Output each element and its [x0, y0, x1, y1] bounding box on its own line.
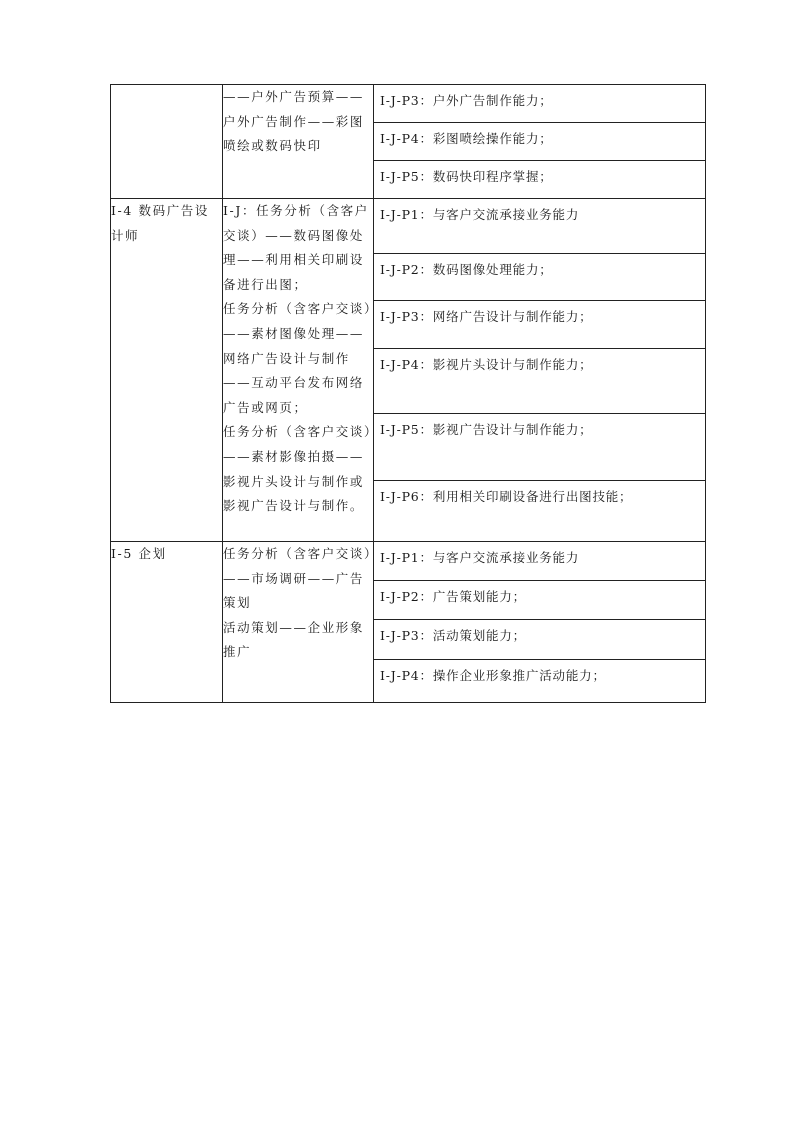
ability-item: I-J-P2：广告策划能力；	[374, 581, 705, 620]
abilities-cell	[374, 199, 706, 542]
job-ability-table	[110, 84, 706, 703]
table-row	[111, 199, 706, 542]
role-cell	[111, 199, 223, 542]
ability-item: I-J-P3：户外广告制作能力；	[374, 85, 705, 123]
process-text: 活动策划——企业形象推广	[223, 619, 365, 660]
ability-item: I-J-P3：活动策划能力；	[374, 620, 705, 660]
ability-item: I-J-P1：与客户交流承接业务能力	[374, 542, 705, 581]
ability-item: I-J-P1：与客户交流承接业务能力	[374, 199, 705, 254]
role-cell	[111, 542, 223, 703]
process-text: 任务分析（含客户交谈）——素材影像拍摄——影视片头设计与制作或影视广告设计与制作。	[223, 424, 372, 514]
process-text: ——户外广告预算——户外广告制作——彩图喷绘或数码快印	[223, 89, 365, 154]
role-label: I-4 数码广告设计师	[111, 203, 209, 243]
ability-item: I-J-P5：数码快印程序掌握；	[380, 169, 553, 184]
role-cell	[111, 85, 223, 199]
ability-item: I-J-P2：数码图像处理能力；	[374, 254, 705, 301]
ability-item: I-J-P4：彩图喷绘操作能力；	[374, 123, 705, 161]
process-cell	[223, 85, 374, 199]
ability-item: I-J-P4：操作企业形象推广活动能力；	[380, 668, 606, 683]
table-row	[111, 542, 706, 703]
role-label: I-5 企划	[111, 546, 167, 561]
process-cell	[223, 199, 374, 542]
process-text: 任务分析（含客户交谈）——市场调研——广告策划	[223, 546, 372, 611]
table-row	[111, 85, 706, 199]
ability-item: I-J-P5：影视广告设计与制作能力；	[374, 414, 705, 481]
abilities-cell	[374, 542, 706, 703]
ability-item: I-J-P6：利用相关印刷设备进行出图技能；	[380, 489, 633, 504]
abilities-cell	[374, 85, 706, 199]
process-cell	[223, 542, 374, 703]
ability-item: I-J-P4：影视片头设计与制作能力；	[374, 349, 705, 414]
ability-item: I-J-P3：网络广告设计与制作能力；	[374, 301, 705, 349]
process-text: 任务分析（含客户交谈）——素材图像处理——网络广告设计与制作——互动平台发布网络广告或网页；	[223, 301, 372, 415]
process-text: I-J：任务分析（含客户交谈）——数码图像处理——利用相关印刷设备进行出图；	[223, 203, 369, 292]
